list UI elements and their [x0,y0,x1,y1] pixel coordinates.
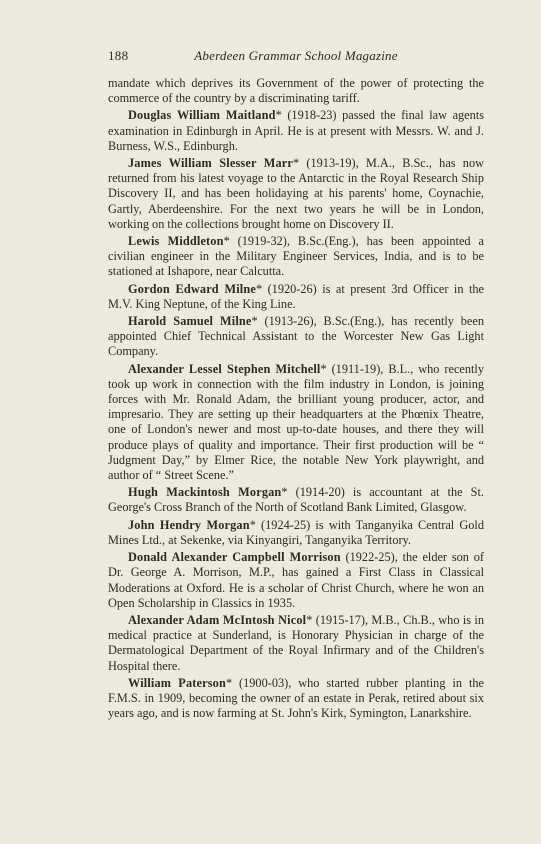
entry-text: * (1918-23) passed the final law agents examination in Edinburgh in April. He is at present with Messrs. W. and J. Burness, W.S., Edinburgh. [108,108,484,153]
alumni-entry-morrison [108,550,484,611]
entry-text: * (1920-26) is at present 3rd Officer in the M.V. King Neptune, of the King Line. [108,281,484,311]
alumni-entry-paterson [108,676,484,722]
alumni-entry-hugh-morgan [108,485,484,515]
person-name: Alexander Adam McIntosh Nicol [128,612,307,627]
alumni-entry-middleton [108,234,484,280]
person-name: Hugh Mackintosh Morgan [128,485,282,500]
person-name: John Hendry Morgan [128,517,250,532]
entry-text: (1922-25), the elder son of Dr. George A. Morrison, M.P., has gained a First Class in Classical Moderations at Oxford. He is a scholar of Christ Church, where he won an Open Scholarship in Classics in 1935. [108,550,484,610]
entry-text: * (1919-32), B.Sc.(Eng.), has been appointed a civilian engineer in the Military Engineer Services, India, and is to be stationed at Ishapore, near Calcutta. [108,234,484,279]
person-name: William Paterson [128,675,226,690]
alumni-entry-mitchell [108,362,484,484]
person-name: Lewis Middleton [128,234,224,249]
entry-text: * (1924-25) is with Tanganyika Central Gold Mines Ltd., at Sekenke, via Kinyangiri, Tanganyika Territory. [108,517,484,547]
page-header [108,48,484,66]
alumni-entry-john-morgan [108,518,484,548]
alumni-entry-harold-milne [108,314,484,360]
person-name: Gordon Edward Milne [128,281,256,296]
alumni-entry-nicol [108,613,484,674]
entry-text: * (1915-17), M.B., Ch.B., who is in medical practice at Sunderland, is Honorary Physician in charge of the Dermatological Department of the Royal Infirmary and of the Children's Hospital there. [108,612,484,673]
page-number: 188 [108,48,129,63]
article-body [108,76,484,723]
person-name: Alexander Lessel Stephen Mitchell [128,361,321,376]
running-title: Aberdeen Grammar School Magazine [194,48,398,63]
person-name: Douglas William Maitland [128,108,276,123]
entry-text: * (1913-26), B.Sc.(Eng.), has recently been appointed Chief Technical Assistant to the Worcester New Gas Light Company. [108,314,484,359]
paragraph-text: mandate which deprives its Government of the power of protecting the commerce of the country by a discriminating tariff. [108,76,484,106]
person-name: James William Slesser Marr [128,156,293,171]
alumni-entry-marr [108,156,484,232]
entry-text: * (1913-19), M.A., B.Sc., has now returned from his latest voyage to the Antarctic in the Royal Research Ship Discovery II, and has been holidaying at his parents' home, Coynachie, Gartly, Aberdeenshire. For the next two years he will be in London, working on the collections brought home on Discovery II. [108,156,484,231]
entry-text: * (1900-03), who started rubber planting in the F.M.S. in 1909, becoming the owner of an estate in Perak, retired about six years ago, and is now farming at St. John's Kirk, Symington, Lanarkshire. [108,675,484,721]
entry-text: * (1914-20) is accountant at the St. George's Cross Branch of the North of Scotland Bank Limited, Glasgow. [108,485,484,515]
person-name: Harold Samuel Milne [128,314,252,329]
paragraph-continuation [108,76,484,106]
alumni-entry-gordon-milne [108,282,484,312]
entry-text: * (1911-19), B.L., who recently took up work in connection with the film industry in London, is joining forces with Mr. Ronald Adam, the brilliant young producer, actor, and impresario. They are setting up their headquarters at the Phœnix Theatre, one of London's newer and most up-to-date houses, and there they will produce plays of quality and importance. Their first production will be “ Judgment Day,” by Elmer Rice, the notable New York playwright, and author of “ Street Scene.” [108,361,484,483]
person-name: Donald Alexander Campbell Morrison [128,550,341,565]
alumni-entry-maitland [108,108,484,154]
